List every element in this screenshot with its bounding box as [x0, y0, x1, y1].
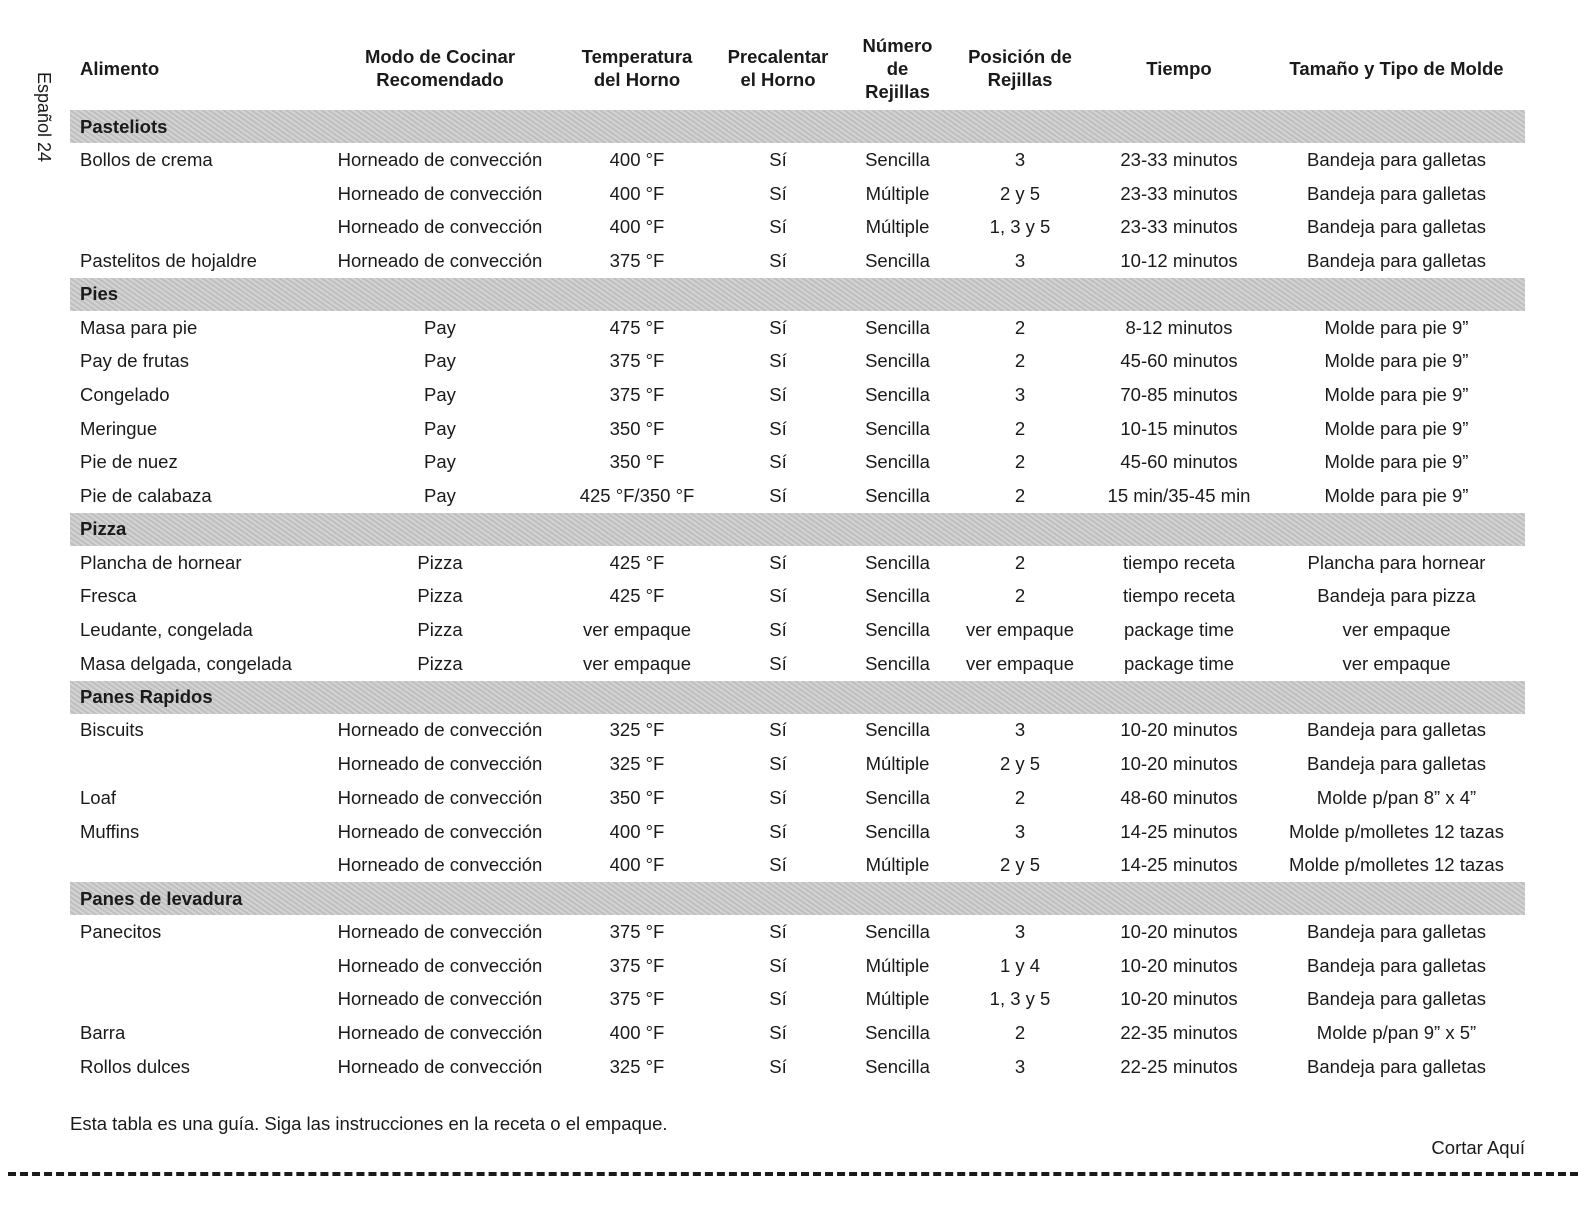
- cell-food: Pie de calabaza: [80, 485, 212, 507]
- cell-food: [70, 210, 317, 244]
- table-row: [70, 143, 1525, 177]
- cell-food: Muffins: [80, 820, 140, 842]
- section-title: Pizza: [70, 513, 1525, 546]
- cell-mode: Pay: [424, 383, 456, 405]
- table-row: [70, 714, 1525, 748]
- cell-preheat: Sí: [769, 954, 787, 976]
- cell-racks-position: 2: [1014, 585, 1026, 607]
- cell-racks-position: 2: [1014, 417, 1026, 439]
- cell-preheat: Sí: [769, 451, 787, 473]
- cell-time: 22-25 minutos: [1120, 1055, 1238, 1077]
- cell-racks-position: 3: [1014, 383, 1026, 405]
- cell-time: 10-15 minutos: [1120, 417, 1238, 439]
- cell-food: Pastelitos de hojaldre: [80, 249, 257, 271]
- cell-food: Loaf: [80, 786, 117, 808]
- header-temperature: Temperatura del Horno: [581, 46, 693, 90]
- cell-preheat: Sí: [769, 417, 787, 439]
- table-row: [70, 177, 1525, 211]
- cell-mode: Horneado de convección: [337, 786, 543, 808]
- cell-racks-number: Sencilla: [865, 383, 930, 405]
- cell-temperature: 425 °F: [609, 585, 665, 607]
- cell-food: Leudante, congelada: [80, 619, 253, 641]
- cell-time: 8-12 minutos: [1125, 316, 1233, 338]
- cell-preheat: Sí: [769, 316, 787, 338]
- cell-preheat: Sí: [769, 1055, 787, 1077]
- cell-mode: Horneado de convección: [337, 249, 543, 271]
- cell-racks-position: 1, 3 y 5: [989, 216, 1051, 238]
- cell-pan: Plancha para hornear: [1307, 551, 1486, 573]
- cell-pan: Molde para pie 9”: [1324, 316, 1469, 338]
- cell-food: Plancha de hornear: [80, 551, 242, 573]
- cell-time: 10-20 minutos: [1120, 719, 1238, 741]
- cell-preheat: Sí: [769, 719, 787, 741]
- cell-racks-position: 3: [1014, 249, 1026, 271]
- cell-temperature: ver empaque: [583, 652, 691, 674]
- cell-temperature: ver empaque: [583, 619, 691, 641]
- cell-preheat: Sí: [769, 652, 787, 674]
- table-row: [70, 848, 1525, 882]
- cell-temperature: 400 °F: [609, 216, 665, 238]
- section-title: Pies: [70, 278, 1525, 311]
- cell-temperature: 425 °F: [609, 551, 665, 573]
- cell-mode: Horneado de convección: [337, 216, 543, 238]
- cell-racks-position: 2: [1014, 786, 1026, 808]
- cell-food: Bollos de crema: [80, 148, 213, 170]
- cell-pan: Molde para pie 9”: [1324, 485, 1469, 507]
- header-food: Alimento: [80, 57, 160, 79]
- cell-preheat: Sí: [769, 216, 787, 238]
- cell-preheat: Sí: [769, 753, 787, 775]
- cell-food: Pay de frutas: [80, 350, 190, 372]
- cell-racks-position: ver empaque: [966, 652, 1074, 674]
- table-body: [70, 110, 1525, 1084]
- cell-racks-position: 3: [1014, 1055, 1026, 1077]
- cell-racks-position: 2 y 5: [999, 182, 1041, 204]
- cell-time: 23-33 minutos: [1120, 148, 1238, 170]
- cell-racks-number: Sencilla: [865, 485, 930, 507]
- cell-pan: Bandeja para galletas: [1307, 719, 1486, 741]
- cell-racks-position: 2 y 5: [999, 753, 1041, 775]
- cell-pan: ver empaque: [1342, 652, 1451, 674]
- cell-pan: Molde p/molletes 12 tazas: [1289, 854, 1504, 876]
- cell-racks-number: Múltiple: [865, 182, 930, 204]
- cell-racks-position: 2: [1014, 485, 1026, 507]
- cell-racks-number: Sencilla: [865, 350, 930, 372]
- section-title: Panes Rapidos: [70, 681, 1525, 714]
- cell-food: Biscuits: [80, 719, 144, 741]
- cell-racks-number: Múltiple: [865, 854, 930, 876]
- cell-racks-number: Sencilla: [865, 451, 930, 473]
- cell-food: [70, 747, 317, 781]
- cell-racks-position: 3: [1014, 820, 1026, 842]
- table-row: [70, 311, 1525, 345]
- cell-racks-number: Múltiple: [865, 216, 930, 238]
- cell-racks-position: 2: [1014, 1021, 1026, 1043]
- cell-temperature: 475 °F: [609, 316, 665, 338]
- cell-temperature: 400 °F: [609, 1021, 665, 1043]
- cell-food: Congelado: [80, 383, 170, 405]
- side-label-text: Español 24: [34, 72, 54, 163]
- cell-mode: Pizza: [417, 619, 463, 641]
- cell-mode: Horneado de convección: [337, 820, 543, 842]
- table-row: [70, 1050, 1525, 1084]
- cell-mode: Horneado de convección: [337, 753, 543, 775]
- cell-preheat: Sí: [769, 249, 787, 271]
- cell-temperature: 375 °F: [609, 383, 665, 405]
- cell-mode: Pizza: [417, 585, 463, 607]
- cell-racks-number: Sencilla: [865, 551, 930, 573]
- cell-preheat: Sí: [769, 551, 787, 573]
- cell-pan: Bandeja para galletas: [1307, 249, 1486, 271]
- cell-temperature: 375 °F: [609, 350, 665, 372]
- cell-preheat: Sí: [769, 820, 787, 842]
- cell-time: 10-12 minutos: [1120, 249, 1238, 271]
- cell-food: [70, 177, 317, 211]
- cell-pan: ver empaque: [1342, 619, 1451, 641]
- cell-racks-number: Sencilla: [865, 1021, 930, 1043]
- cell-temperature: 350 °F: [609, 451, 665, 473]
- section-row: [70, 882, 1525, 915]
- cell-mode: Horneado de convección: [337, 148, 543, 170]
- cell-racks-position: 2: [1014, 551, 1026, 573]
- table-row: [70, 982, 1525, 1016]
- cell-racks-position: 2: [1014, 350, 1026, 372]
- cell-temperature: 425 °F/350 °F: [579, 485, 695, 507]
- header-pan: Tamaño y Tipo de Molde: [1289, 57, 1504, 79]
- cell-preheat: Sí: [769, 619, 787, 641]
- section-row: [70, 681, 1525, 714]
- cell-racks-position: 1 y 4: [999, 954, 1041, 976]
- table-row: [70, 815, 1525, 849]
- cell-pan: Molde para pie 9”: [1324, 350, 1469, 372]
- cell-time: package time: [1123, 619, 1235, 641]
- table-row: [70, 244, 1525, 278]
- cell-mode: Horneado de convección: [337, 854, 543, 876]
- cell-time: 45-60 minutos: [1120, 350, 1238, 372]
- cell-time: package time: [1123, 652, 1235, 674]
- cell-food: Masa delgada, congelada: [80, 652, 292, 674]
- cell-pan: Bandeja para galletas: [1307, 1055, 1486, 1077]
- cell-mode: Horneado de convección: [337, 1021, 543, 1043]
- cell-temperature: 350 °F: [609, 786, 665, 808]
- cell-racks-position: 2 y 5: [999, 854, 1041, 876]
- cell-time: 70-85 minutos: [1120, 383, 1238, 405]
- cell-preheat: Sí: [769, 350, 787, 372]
- header-mode: Modo de Cocinar Recomendado: [364, 46, 516, 90]
- cell-mode: Horneado de convección: [337, 920, 543, 942]
- table-row: [70, 580, 1525, 614]
- cell-time: tiempo receta: [1122, 551, 1236, 573]
- table-row: [70, 344, 1525, 378]
- cell-food: Barra: [80, 1021, 126, 1043]
- page-side-label: [30, 72, 60, 182]
- cell-racks-position: ver empaque: [966, 619, 1074, 641]
- cell-mode: Pay: [424, 485, 456, 507]
- cell-preheat: Sí: [769, 854, 787, 876]
- table-row: [70, 781, 1525, 815]
- cell-racks-position: 2: [1014, 451, 1026, 473]
- table-row: [70, 949, 1525, 983]
- cell-racks-position: 3: [1014, 920, 1026, 942]
- section-title: Panes de levadura: [70, 882, 1525, 915]
- cell-racks-number: Sencilla: [865, 1055, 930, 1077]
- header-racks-number: Número de Rejillas: [862, 34, 933, 102]
- cell-preheat: Sí: [769, 1021, 787, 1043]
- cell-temperature: 325 °F: [609, 719, 665, 741]
- cell-racks-number: Múltiple: [865, 753, 930, 775]
- cell-food: Panecitos: [80, 920, 162, 942]
- cell-food: Meringue: [80, 417, 158, 439]
- cell-racks-number: Sencilla: [865, 585, 930, 607]
- table-row: [70, 412, 1525, 446]
- guide-note: Esta tabla es una guía. Siga las instrucciones en la receta o el empaque.: [70, 1113, 668, 1134]
- cut-here-label: Cortar Aquí: [1431, 1137, 1525, 1158]
- table-header: [70, 26, 1525, 110]
- cell-preheat: Sí: [769, 585, 787, 607]
- table-row: [70, 210, 1525, 244]
- cut-line: [8, 1172, 1578, 1176]
- cell-temperature: 375 °F: [609, 954, 665, 976]
- cell-preheat: Sí: [769, 148, 787, 170]
- cell-preheat: Sí: [769, 182, 787, 204]
- cell-mode: Pizza: [417, 652, 463, 674]
- cell-food: [70, 848, 317, 882]
- cell-food: [70, 949, 317, 983]
- cell-pan: Molde para pie 9”: [1324, 383, 1469, 405]
- section-row: [70, 110, 1525, 143]
- cell-temperature: 325 °F: [609, 1055, 665, 1077]
- cell-pan: Molde para pie 9”: [1324, 451, 1469, 473]
- cell-time: 48-60 minutos: [1120, 786, 1238, 808]
- cell-pan: Molde p/molletes 12 tazas: [1289, 820, 1504, 842]
- section-title: Pasteliots: [70, 110, 1525, 143]
- cell-temperature: 400 °F: [609, 820, 665, 842]
- cell-racks-number: Sencilla: [865, 920, 930, 942]
- table-row: [70, 546, 1525, 580]
- cell-pan: Molde p/pan 9” x 5”: [1316, 1021, 1477, 1043]
- cell-mode: Horneado de convección: [337, 1055, 543, 1077]
- header-time: Tiempo: [1146, 57, 1212, 79]
- table-row: [70, 747, 1525, 781]
- cell-time: 23-33 minutos: [1120, 216, 1238, 238]
- cell-pan: Molde p/pan 8” x 4”: [1316, 786, 1477, 808]
- cell-time: 10-20 minutos: [1120, 753, 1238, 775]
- cell-racks-number: Sencilla: [865, 619, 930, 641]
- cell-preheat: Sí: [769, 485, 787, 507]
- cell-mode: Horneado de convección: [337, 182, 543, 204]
- cell-pan: Bandeja para galletas: [1307, 216, 1486, 238]
- cell-racks-number: Sencilla: [865, 786, 930, 808]
- cell-food: Rollos dulces: [80, 1055, 191, 1077]
- cell-mode: Horneado de convección: [337, 988, 543, 1010]
- table-row: [70, 613, 1525, 647]
- cell-time: tiempo receta: [1122, 585, 1236, 607]
- cell-time: 23-33 minutos: [1120, 182, 1238, 204]
- cell-pan: Bandeja para galletas: [1307, 148, 1486, 170]
- cell-temperature: 400 °F: [609, 148, 665, 170]
- cell-time: 15 min/35-45 min: [1107, 485, 1251, 507]
- cell-temperature: 375 °F: [609, 920, 665, 942]
- cell-temperature: 325 °F: [609, 753, 665, 775]
- cell-mode: Pizza: [417, 551, 463, 573]
- section-row: [70, 513, 1525, 546]
- table-row: [70, 915, 1525, 949]
- cell-time: 14-25 minutos: [1120, 854, 1238, 876]
- cell-temperature: 375 °F: [609, 988, 665, 1010]
- header-racks-position: Posición de Rejillas: [968, 46, 1072, 90]
- section-row: [70, 278, 1525, 311]
- cell-pan: Bandeja para galletas: [1307, 753, 1486, 775]
- cell-racks-number: Sencilla: [865, 719, 930, 741]
- cell-food: Pie de nuez: [80, 451, 178, 473]
- cell-preheat: Sí: [769, 920, 787, 942]
- cell-mode: Pay: [424, 316, 456, 338]
- cell-pan: Bandeja para galletas: [1307, 920, 1486, 942]
- cell-pan: Bandeja para galletas: [1307, 182, 1486, 204]
- table-row: [70, 647, 1525, 681]
- cell-racks-position: 3: [1014, 148, 1026, 170]
- cell-mode: Pay: [424, 417, 456, 439]
- cell-mode: Pay: [424, 350, 456, 372]
- cell-food: [70, 982, 317, 1016]
- baking-guide-table: [70, 26, 1525, 1084]
- cell-racks-number: Sencilla: [865, 249, 930, 271]
- cell-temperature: 350 °F: [609, 417, 665, 439]
- cell-preheat: Sí: [769, 988, 787, 1010]
- cell-food: Masa para pie: [80, 316, 198, 338]
- cell-pan: Bandeja para galletas: [1307, 954, 1486, 976]
- cell-racks-number: Sencilla: [865, 316, 930, 338]
- cell-racks-number: Sencilla: [865, 652, 930, 674]
- table-row: [70, 479, 1525, 513]
- cell-time: 45-60 minutos: [1120, 451, 1238, 473]
- cell-preheat: Sí: [769, 786, 787, 808]
- header-preheat: Precalentar el Horno: [727, 46, 829, 90]
- cell-temperature: 375 °F: [609, 249, 665, 271]
- cell-racks-number: Sencilla: [865, 820, 930, 842]
- cell-racks-position: 1, 3 y 5: [989, 988, 1051, 1010]
- cell-racks-number: Múltiple: [865, 988, 930, 1010]
- cell-temperature: 400 °F: [609, 182, 665, 204]
- cell-pan: Bandeja para galletas: [1307, 988, 1486, 1010]
- cell-mode: Horneado de convección: [337, 719, 543, 741]
- cell-racks-number: Sencilla: [865, 148, 930, 170]
- cell-pan: Molde para pie 9”: [1324, 417, 1469, 439]
- cell-racks-position: 3: [1014, 719, 1026, 741]
- cell-pan: Bandeja para pizza: [1317, 585, 1476, 607]
- cell-time: 10-20 minutos: [1120, 988, 1238, 1010]
- header-row: [70, 26, 1525, 110]
- cell-time: 14-25 minutos: [1120, 820, 1238, 842]
- cell-mode: Horneado de convección: [337, 954, 543, 976]
- cell-food: Fresca: [80, 585, 137, 607]
- cell-temperature: 400 °F: [609, 854, 665, 876]
- cell-time: 22-35 minutos: [1120, 1021, 1238, 1043]
- cell-racks-number: Sencilla: [865, 417, 930, 439]
- table-row: [70, 446, 1525, 480]
- table-row: [70, 1016, 1525, 1050]
- table-row: [70, 378, 1525, 412]
- cell-preheat: Sí: [769, 383, 787, 405]
- cell-time: 10-20 minutos: [1120, 920, 1238, 942]
- cell-racks-number: Múltiple: [865, 954, 930, 976]
- cell-mode: Pay: [424, 451, 456, 473]
- cell-racks-position: 2: [1014, 316, 1026, 338]
- cell-time: 10-20 minutos: [1120, 954, 1238, 976]
